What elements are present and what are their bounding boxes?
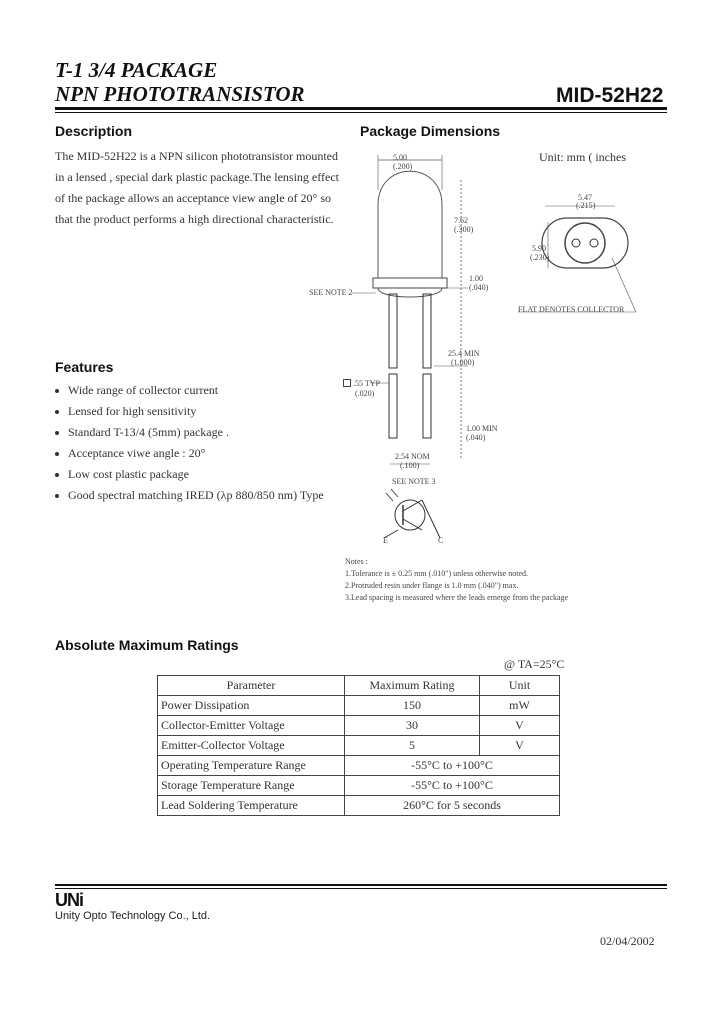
title-line-1: T-1 3/4 PACKAGE: [55, 58, 218, 82]
bullet-icon: [55, 431, 59, 435]
param-cell: Storage Temperature Range: [158, 776, 345, 796]
dim-spacing-in: (.100): [400, 461, 420, 470]
see-note-3-label: SEE NOTE 3: [392, 477, 436, 486]
table-row: [158, 796, 560, 816]
list-item: Good spectral matching IRED (λp 880/850 nm) Type: [55, 485, 324, 506]
bullet-icon: [55, 473, 59, 477]
ratings-heading: Absolute Maximum Ratings: [55, 637, 239, 653]
value-cell: -55°C to +100°C: [345, 776, 560, 796]
dim-lead-square-in: (.020): [355, 389, 375, 398]
list-item: Standard T-13/4 (5mm) package .: [55, 422, 324, 443]
description-line: of the package allows an acceptance view angle of 20° so: [55, 191, 332, 205]
param-cell: Operating Temperature Range: [158, 756, 345, 776]
dim-top-height-in: (.230): [530, 253, 550, 262]
value-cell: 30: [345, 716, 480, 736]
dim-top-width-in: (.215): [576, 201, 596, 210]
square-icon: [343, 379, 351, 387]
note-item: 3.Lead spacing is measured where the leads emerge from the package: [345, 593, 569, 602]
value-cell: 150: [345, 696, 480, 716]
dim-lead-length: 25.4 MIN: [448, 349, 480, 358]
description-line: that the product performs a high directional characteristic.: [55, 212, 334, 226]
table-row: [158, 696, 560, 716]
bullet-icon: [55, 410, 59, 414]
header-rule-thin: [55, 112, 667, 113]
dim-lens-dia: 5.00: [393, 153, 407, 162]
note-item: 2.Protruded resin under flange is 1.0 mm (.040") max.: [345, 581, 519, 590]
footer-rule: [55, 884, 667, 886]
table-row: [158, 716, 560, 736]
value-cell: -55°C to +100°C: [345, 756, 560, 776]
dim-lens-h-in: (.300): [454, 225, 474, 234]
list-item: Low cost plastic package: [55, 464, 324, 485]
dim-top-width: 5.47: [578, 193, 592, 202]
table-header-row: [158, 676, 560, 696]
dim-lead-square: .55 TYP: [353, 379, 380, 388]
notes-title: Notes :: [345, 557, 368, 566]
dim-lens-h: 7.62: [454, 216, 468, 225]
dim-lens-dia-in: (.200): [393, 162, 413, 171]
table-row: [158, 756, 560, 776]
param-cell: Emitter-Collector Voltage: [158, 736, 345, 756]
unit-cell: V: [480, 736, 560, 756]
dim-flange: 1.00: [469, 274, 483, 283]
dim-spacing: 2.54 NOM: [395, 452, 430, 461]
table-row: [158, 736, 560, 756]
flat-note: FLAT DENOTES COLLECTOR: [518, 305, 625, 314]
dim-top-height: 5.90: [532, 244, 546, 253]
description-heading: Description: [55, 123, 133, 139]
param-cell: Power Dissipation: [158, 696, 345, 716]
table-row: [158, 776, 560, 796]
features-heading: Features: [55, 359, 114, 375]
title-line-2: NPN PHOTOTRANSISTOR: [55, 82, 305, 106]
dim-flange-in: (.040): [469, 283, 489, 292]
package-drawing: [300, 140, 660, 560]
bullet-icon: [55, 389, 59, 393]
note-item: 1.Tolerance is ± 0.25 mm (.010") unless otherwise noted.: [345, 569, 529, 578]
bullet-icon: [55, 494, 59, 498]
column-header: Unit: [480, 676, 560, 696]
column-header: Maximum Rating: [345, 676, 480, 696]
ratings-condition: @ TA=25°C: [504, 657, 565, 671]
company-logo: UNi: [55, 890, 83, 910]
dim-tail: 1.00 MIN: [466, 424, 498, 433]
emitter-label: E: [383, 536, 388, 545]
see-note-2-label: SEE NOTE 2: [309, 288, 353, 297]
bullet-icon: [55, 452, 59, 456]
description-line: The MID-52H22 is a NPN silicon phototransistor mounted: [55, 149, 338, 163]
column-header: Parameter: [158, 676, 345, 696]
footer-rule-thin: [55, 888, 667, 889]
package-heading: Package Dimensions: [360, 123, 501, 139]
notes: [345, 556, 568, 604]
part-number: MID-52H22: [556, 84, 664, 107]
value-cell: 260°C for 5 seconds: [345, 796, 560, 816]
param-cell: Collector-Emitter Voltage: [158, 716, 345, 736]
dim-tail-in: (.040): [466, 433, 486, 442]
list-item: Acceptance viwe angle : 20°: [55, 443, 324, 464]
unit-cell: V: [480, 716, 560, 736]
collector-label: C: [438, 536, 444, 545]
dim-lead-length-in: (1.000): [451, 358, 475, 367]
header-rule: [55, 107, 667, 110]
list-item: Lensed for high sensitivity: [55, 401, 324, 422]
description-line: in a lensed , special dark plastic package.The lensing effect: [55, 170, 339, 184]
ratings-table: [157, 675, 560, 816]
company-name: Unity Opto Technology Co., Ltd.: [55, 910, 211, 922]
document-date: 02/04/2002: [600, 934, 655, 948]
list-item: Wide range of collector current: [55, 380, 324, 401]
unit-cell: mW: [480, 696, 560, 716]
param-cell: Lead Soldering Temperature: [158, 796, 345, 816]
value-cell: 5: [345, 736, 480, 756]
features-list: [55, 380, 324, 506]
unit-note: Unit: mm ( inches: [539, 150, 626, 164]
